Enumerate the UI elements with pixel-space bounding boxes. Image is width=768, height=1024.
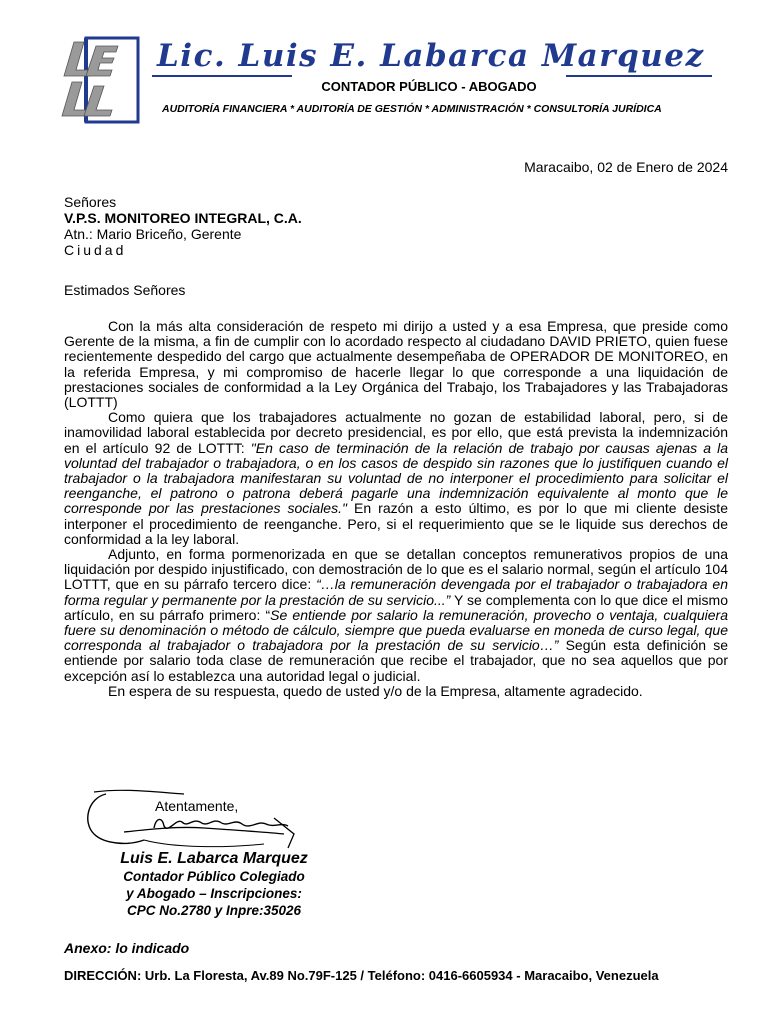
recipient-salutation: Señores	[64, 194, 117, 210]
header-firm-name: Lic. Luis E. Labarca Marquez	[157, 38, 705, 74]
paragraph-3: Adjunto, en forma pormenorizada en que se detallan conceptos remunerativos propios de una liquidación por despido injustificado, con demostración de lo que es el salario normal, según el artículo 104 LOTTT, que en su párrafo tercero dice: “…la remuneración devengada por el trabajador o trabajadora en forma regular y permanente por la prestación de su servicio...” Y se complementa con lo que dice el mismo artículo, en su párrafo primero: “Se entiende por salario la remuneración, provecho o ventaja, cualquiera fuere su denominación o método de cálculo, siempre que pueda evaluarse en moneda de curso legal, que corresponda al trabajador o trabajadora por la prestación de su servicio…” Según esta definición se entiende por salario toda clase de remuneración que recibe el trabajador, que no sea aquellos que por excepción así lo establezca una autoridad legal o judicial.	[64, 546, 729, 684]
footer-address: DIRECCIÓN: Urb. La Floresta, Av.89 No.79F-125 / Teléfono: 0416-6605934 - Maracaibo, Venezuela	[64, 968, 659, 983]
letter-body	[64, 319, 728, 699]
recipient-attention: Atn.: Mario Briceño, Gerente	[64, 226, 242, 242]
signatory-block	[104, 850, 324, 919]
header-rule-right	[566, 75, 712, 77]
header-subtitle: CONTADOR PÚBLICO - ABOGADO	[321, 79, 537, 94]
closing: Atentamente,	[155, 798, 239, 814]
letter-date: Maracaibo, 02 de Enero de 2024	[524, 159, 728, 175]
recipient-company: V.P.S. MONITOREO INTEGRAL, C.A.	[64, 210, 302, 226]
quote-article-104-third: “…la remuneración devengada por el trabajador o trabajadora en forma regular y permanente por la prestación de su servicio...”	[64, 576, 729, 608]
signatory-profession: y Abogado – Inscripciones:	[126, 886, 302, 901]
signatory-registrations: CPC No.2780 y Inpre:35026	[126, 903, 302, 918]
paragraph-4: En espera de su respuesta, quedo de usted y/o de la Empresa, altamente agradecido.	[108, 682, 643, 699]
signatory-title: Contador Público Colegiado	[123, 869, 305, 884]
annex-note: Anexo: lo indicado	[64, 940, 190, 956]
header-rule-left	[152, 75, 292, 77]
header-services: AUDITORÍA FINANCIERA * AUDITORÍA DE GESTIÓN * ADMINISTRACIÓN * CONSULTORÍA JURÍDICA	[162, 103, 662, 115]
quote-article-92: "En caso de terminación de la relación de trabajo por causas ajenas a la voluntad del trabajador o trabajadora, o en los casos de despido sin razones que lo justifiquen cuando el trabajador o la trabajadora manifestaran su voluntad de no interponer el procedimiento para solicitar el reenganche, el patrono o patrona deberá pagarle una indemnización equivalente al monto que le corresponde por las prestaciones sociales."	[64, 439, 729, 517]
firm-logo	[56, 36, 140, 124]
signatory-name: Luis E. Labarca Marquez	[120, 850, 308, 867]
recipient-city: Ciudad	[64, 242, 127, 258]
paragraph-1: Con la más alta consideración de respeto mi dirijo a usted y a esa Empresa, que preside como Gerente de la misma, a fin de cumplir con lo acordado respecto al ciudadano DAVID PRIETO, quien fuese recientemente despedido del cargo que actualmente desempeñaba de OPERADOR DE MONITOREO, en la referida Empresa, y mi compromiso de hacerle llegar lo que corresponde a una liquidación de prestaciones sociales de conformidad a la Ley Orgánica del Trabajo, los Trabajadores y las Trabajadoras (LOTTT)	[64, 318, 728, 411]
paragraph-2: Como quiera que los trabajadores actualmente no gozan de estabilidad laboral, pero, si de inamovilidad laboral establecida por decreto presidencial, es por ello, que está prevista la indemnización en el artículo 92 de LOTTT: "En caso de terminación de la relación de trabajo por causas ajenas a la voluntad del trabajador o trabajadora, o en los casos de despido sin razones que lo justifiquen cuando el trabajador o la trabajadora manifestaran su voluntad de no interponer el procedimiento para solicitar el reenganche, el patrono o patrona deberá pagarle una indemnización equivalente al monto que le corresponde por las prestaciones sociales." En razón a esto último, es por lo que mi cliente desiste interponer el procedimiento de reenganche. Pero, si el requerimiento que se le liquide sus derechos de conformidad a la ley laboral.	[64, 409, 729, 547]
greeting: Estimados Señores	[64, 282, 186, 298]
recipient-block	[64, 194, 302, 258]
quote-article-104-first: Se entiende por salario la remuneración, provecho o ventaja, cualquiera fuere su denominación o método de cálculo, siempre que pueda evaluarse en moneda de curso legal, que corresponda al trabajador o trabajadora por la prestación de su servicio…”	[64, 606, 728, 654]
